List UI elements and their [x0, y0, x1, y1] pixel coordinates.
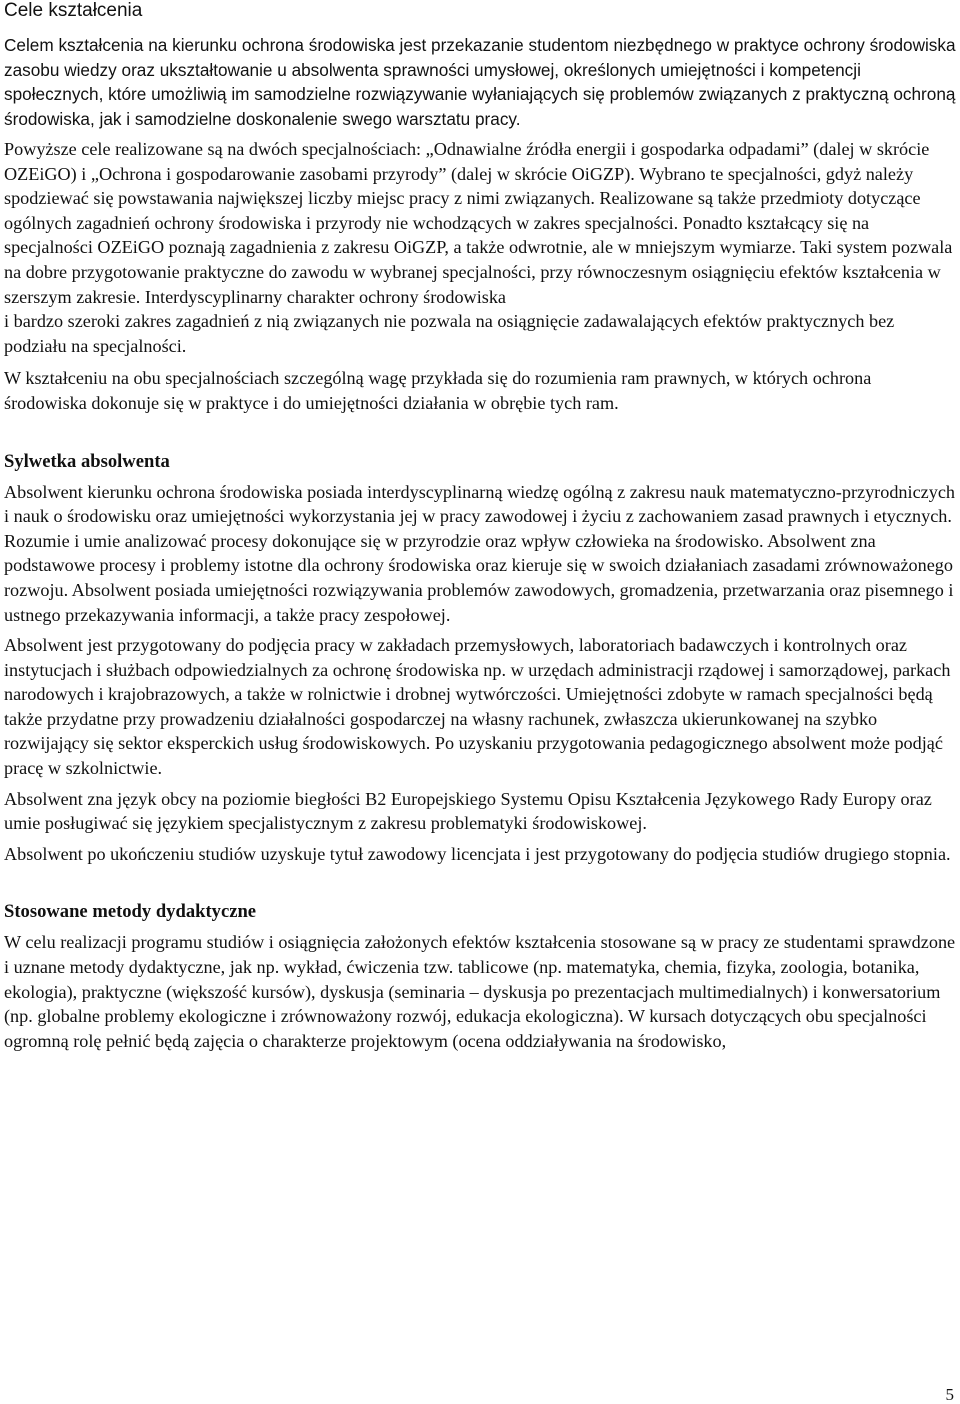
paragraph-sylwetka-2: Absolwent jest przygotowany do podjęcia pracy w zakładach przemysłowych, laboratoriach badawczych i kontrolnych oraz instytucjach i służbach odpowiedzialnych za ochronę środowiska np. w urzędach administracji rządowej i samorządowej, parkach narodowych i krajobrazowych, a także w rolnictwie i drobnej wytwórczości. Umiejętności zdobyte w ramach specjalności będą także przydatne przy prowadzeniu działalności gospodarczej na własny rachunek, zwłaszcza ukierunkowanej na szybko rozwijający się sektor eksperckich usług środowiskowych. Po uzyskaniu przygotowania pedagogicznego absolwent może podjąć pracę w szkolnictwie. — [4, 635, 951, 779]
paragraph-cele-3: i bardzo szeroki zakres zagadnień z nią związanych nie pozwala na osiągnięcie zadawalających efektów praktycznych bez podziału na specjalności. — [4, 311, 895, 356]
page-number: 5 — [945, 1385, 954, 1404]
section-title-metody: Stosowane metody dydaktyczne — [4, 901, 257, 923]
document-page — [4, 0, 956, 1053]
section-title-cele: Cele kształcenia — [4, 0, 143, 21]
paragraph-cele-4: W kształceniu na obu specjalnościach szczególną wagę przykłada się do rozumienia ram prawnych, w których ochrona środowiska dokonuje się w praktyce i do umiejętności działania w obrębie tych ram. — [4, 368, 872, 413]
paragraph-sylwetka-3: Absolwent zna język obcy na poziomie biegłości B2 Europejskiego Systemu Opisu Kształcenia Językowego Rady Europy oraz umie posługiwać się językiem specjalistycznym z zakresu problematyki środowiskowej. — [4, 788, 932, 834]
paragraph-metody-1: W celu realizacji programu studiów i osiągnięcia założonych efektów kształcenia stosowane są w pracy ze studentami sprawdzone i uznane metody dydaktyczne, jak np. wykład, ćwiczenia tzw. tablicowe (np. matematyka, chemia, fizyka, zoologia, botanika, ekologia), praktyczne (większość kursów), dyskusja (seminaria – dyskusja po prezentacjach multimedialnych) i konwersatorium (np. globalne problemy ekologiczne i zrównoważony rozwój, edukacja ekologiczna). W kursach dotyczących obu specjalności ogromną rolę pełnić będą zajęcia o charakterze projektowym (ocena oddziaływania na środowisko, — [4, 932, 956, 1051]
paragraph-cele-2: Powyższe cele realizowane są na dwóch specjalnościach: „Odnawialne źródła energii i gospodarka odpadami” (dalej w skrócie OZEiGO) i „Ochrona i gospodarowanie zasobami przyrody” (dalej w skrócie OiGZP). Wybrano te specjalności, gdyż należy spodziewać się powstawania największej liczby miejsc pracy z nimi związanych. Realizowane są także przedmioty dotyczące ogólnych zagadnień ochrony środowiska i przyrody nie wchodzących w zakres specjalności. Ponadto kształcący się na specjalności OZEiGO poznają zagadnienia z zakresu OiGZP, a także odwrotnie, ale w mniejszym wymiarze. Taki system pozwala na dobre przygotowanie praktyczne do zawodu w wybranej specjalności, przy równoczesnym osiągnięciu efektów kształcenia w szerszym zakresie. Interdyscyplinarny charakter ochrony środowiska — [4, 139, 953, 307]
paragraph-sylwetka-4: Absolwent po ukończeniu studiów uzyskuje tytuł zawodowy licencjata i jest przygotowany do podjęcia studiów drugiego stopnia. — [4, 843, 951, 864]
paragraph-cele-1: Celem kształcenia na kierunku ochrona środowiska jest przekazanie studentom niezbędnego w praktyce ochrony środowiska zasobu wiedzy oraz ukształtowanie u absolwenta sprawności umysłowej, określonych umiejętności i kompetencji społecznych, które umożliwią im samodzielne rozwiązywanie wyłaniających się problemów związanych z praktyczną ochroną środowiska, jak i samodzielne doskonalenie swego warsztatu pracy. — [4, 35, 956, 129]
section-title-sylwetka: Sylwetka absolwenta — [4, 450, 170, 472]
paragraph-sylwetka-1: Absolwent kierunku ochrona środowiska posiada interdyscyplinarną wiedzę ogólną z zakresu nauk matematyczno-przyrodniczych i nauk o środowisku oraz umiejętności wykorzystania jej w pracy zawodowej i życiu z zachowaniem zasad prawnych i etycznych. Rozumie i umie analizować procesy dokonujące się w przyrodzie oraz wpływ człowieka na środowisko. Absolwent zna podstawowe procesy i problemy istotne dla ochrony środowiska oraz kieruje się w swoich działaniach zasadami zrównoważonego rozwoju. Absolwent posiada umiejętności rozwiązywania problemów zawodowych, gromadzenia, przetwarzania oraz pisemnego i ustnego przekazywania informacji, a także pracy zespołowej. — [4, 481, 955, 625]
